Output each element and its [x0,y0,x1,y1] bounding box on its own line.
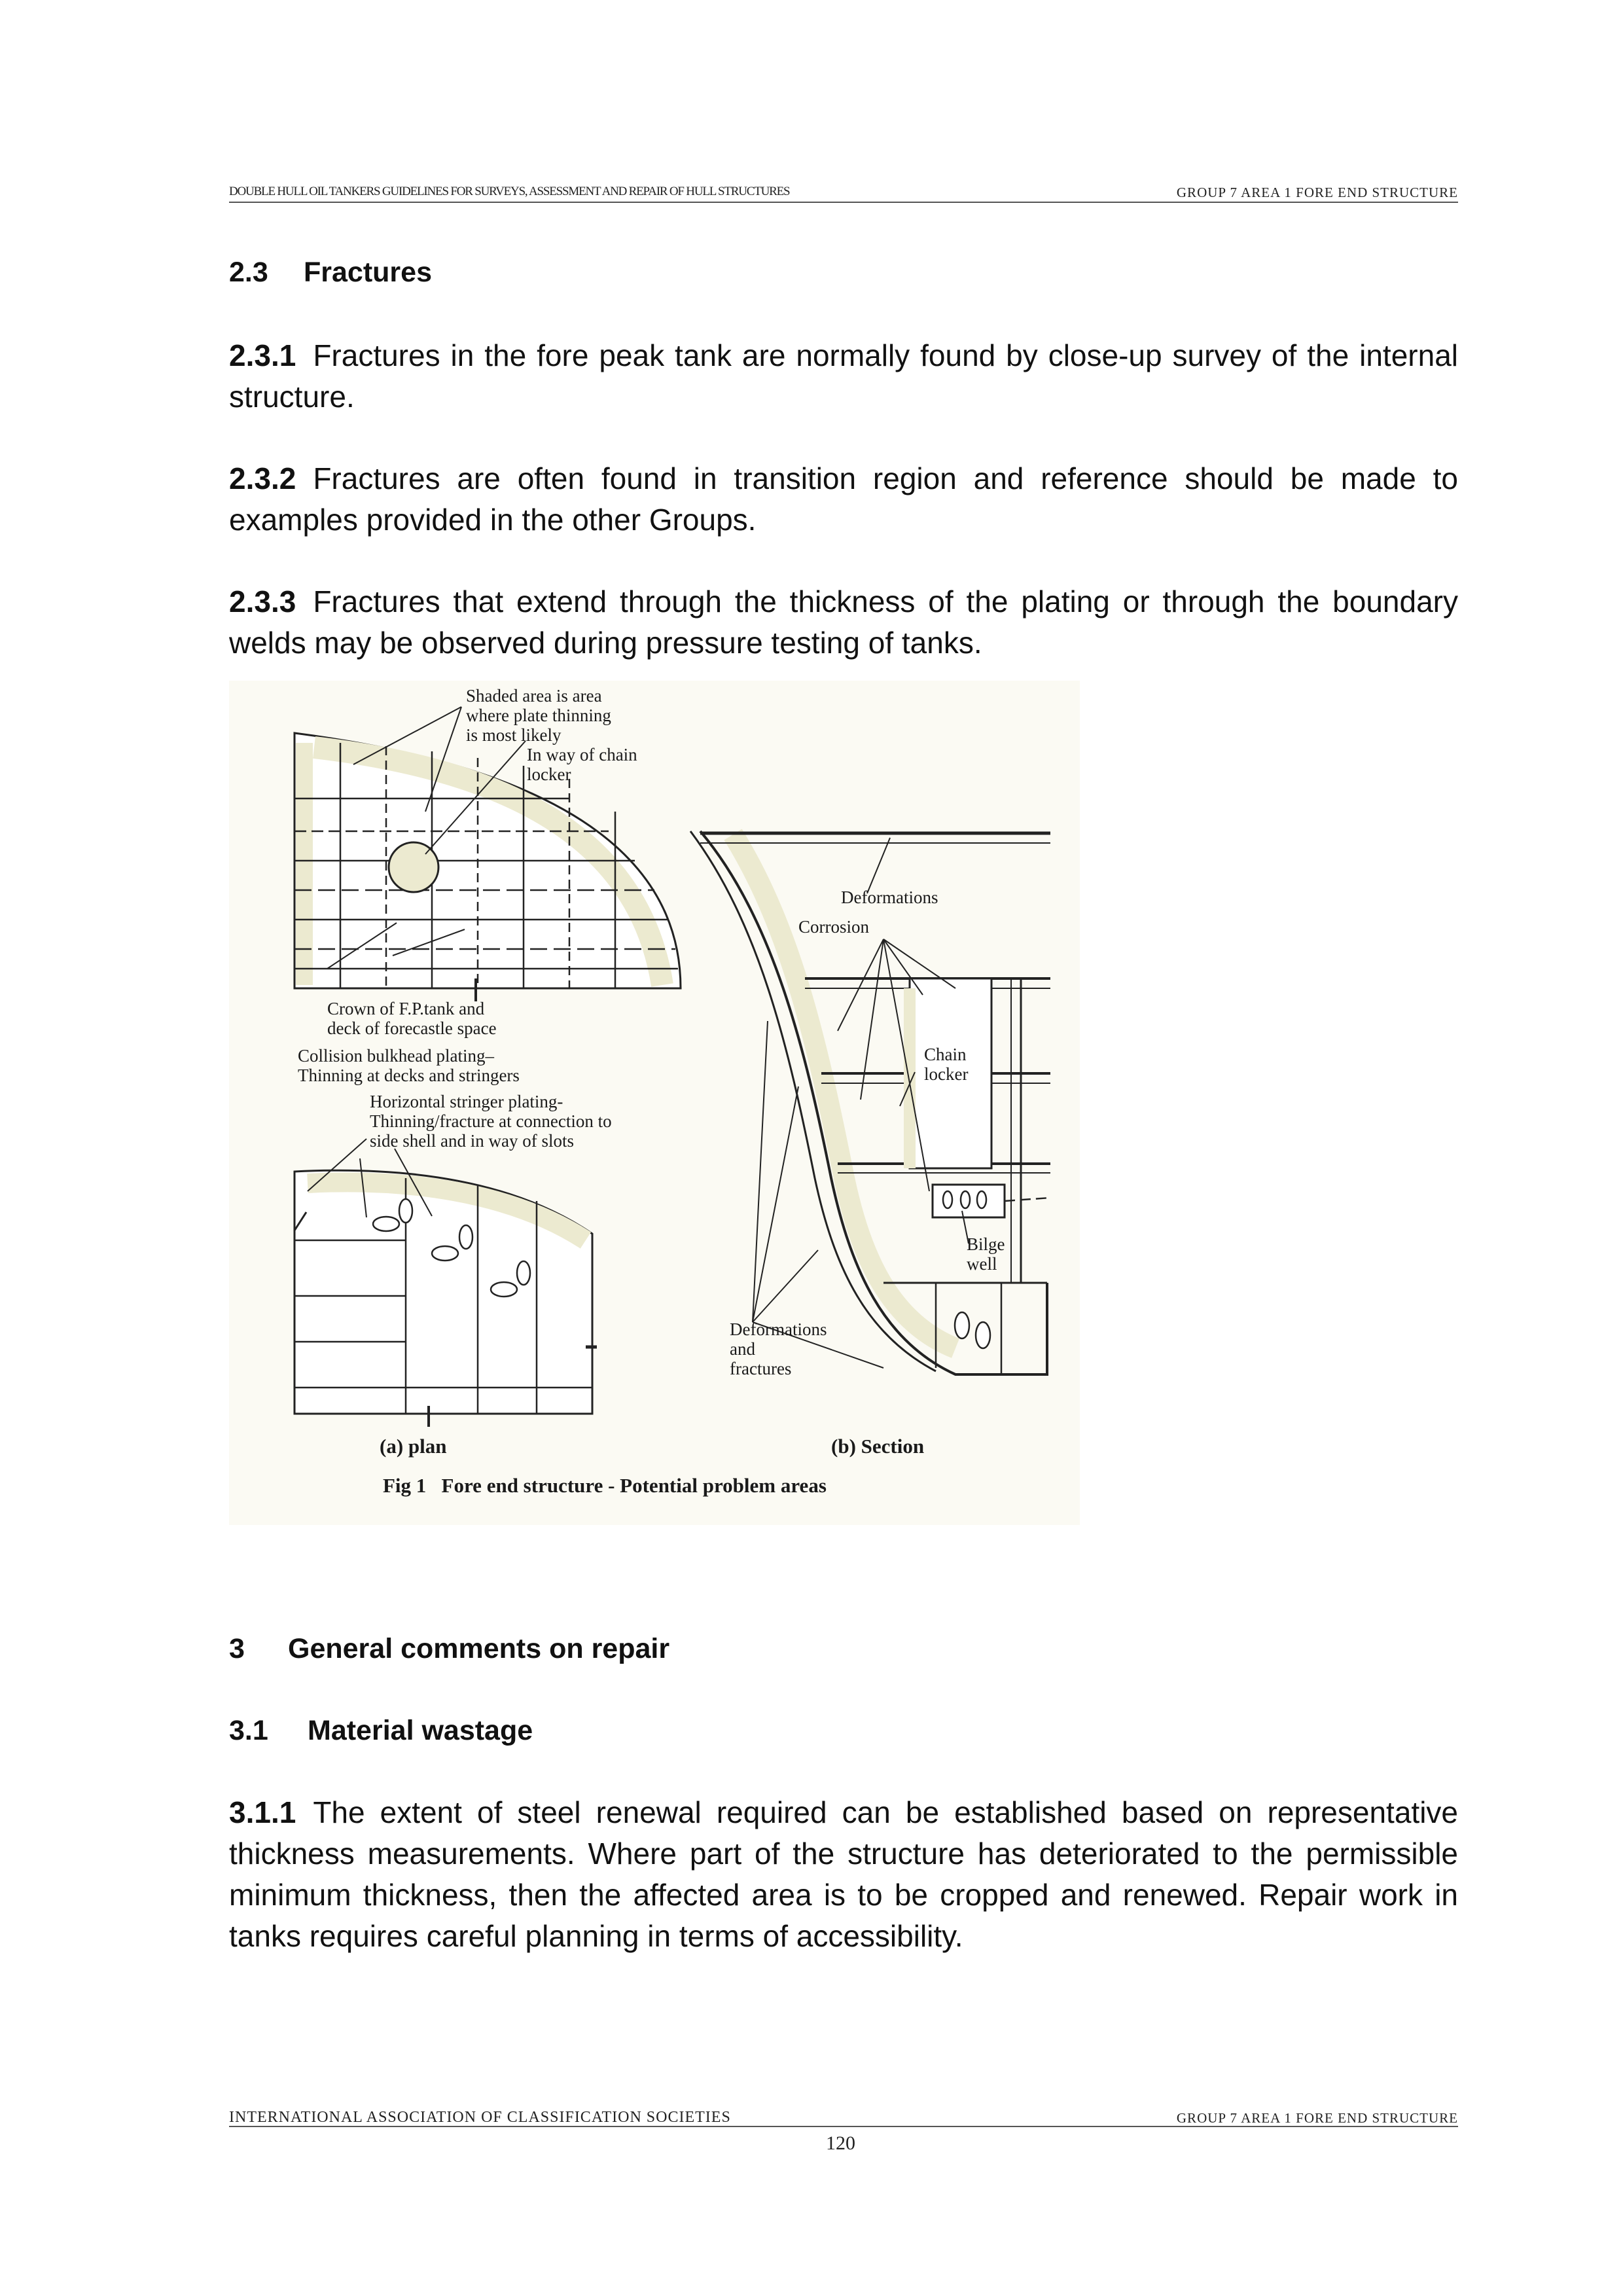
page-number: 120 [826,2132,855,2154]
label-chain-locker-section: Chain [924,1045,967,1064]
section-title: General comments on repair [288,1633,670,1664]
label-collision-bulkhead-2: Thinning at decks and stringers [298,1066,520,1085]
label-horizontal-stringer-2: Thinning/fracture at connection to [370,1111,612,1131]
paragraph-3-1-1 [229,1792,1458,1957]
paragraph-number: 2.3.3 [229,584,296,619]
running-header-title: DOUBLE HULL OIL TANKERS GUIDELINES FOR SURVEYS, ASSESSMENT AND REPAIR OF HULL STRUCTURES [229,185,790,198]
paragraph-text: The extent of steel renewal required can be established based on representative thickness measurements. Where part of the structure has deteriorated to the permissible minimum thickness, then the affected area is to be cropped and renewed. Repair work in tanks requires careful planning in terms of accessibility. [229,1795,1458,1953]
label-deformations-fractures: Deformations [730,1319,827,1339]
paragraph-2-3-1 [229,335,1458,418]
paragraph-number: 2.3.2 [229,461,296,495]
paragraph-2-3-3 [229,581,1458,664]
label-horizontal-stringer-3: side shell and in way of slots [370,1131,574,1151]
paragraph-text: Fractures are often found in transition region and reference should be made to examples provided in the other Groups. [229,461,1458,537]
paragraph-number: 3.1.1 [229,1795,296,1829]
label-shaded-area: Shaded area is area [466,686,602,706]
label-plan: (a) plan [380,1435,447,1458]
label-bilge-well: Bilge [967,1234,1005,1254]
label-horizontal-stringer: Horizontal stringer plating- [370,1092,563,1111]
header-rule [229,202,1458,203]
label-chain-locker-section-2: locker [924,1064,969,1084]
section-heading-2-3 [229,257,432,289]
label-bilge-well-2: well [967,1254,997,1274]
label-section: (b) Section [831,1435,925,1458]
label-crown: Crown of F.P.tank and [327,999,485,1018]
fore-end-structure-figure [229,681,1080,1525]
section-number: 3.1 [229,1715,268,1746]
label-shaded-area-3: is most likely [466,725,562,745]
label-chain-locker: In way of chain [527,745,637,764]
section-number: 2.3 [229,257,268,288]
label-corrosion: Corrosion [798,917,869,937]
footer-group: GROUP 7 AREA 1 FORE END STRUCTURE [1176,2110,1458,2126]
label-chain-locker-2: locker [527,764,571,784]
fore-end-structure-drawing [229,681,1080,1525]
section-number: 3 [229,1633,245,1664]
footer-organization: INTERNATIONAL ASSOCIATION OF CLASSIFICATION SOCIETIES [229,2109,731,2126]
label-deformations-fractures-2: and [730,1339,755,1359]
paragraph-text: Fractures in the fore peak tank are normally found by close-up survey of the internal structure. [229,338,1458,414]
running-header-group: GROUP 7 AREA 1 FORE END STRUCTURE [1176,185,1458,200]
label-deformations: Deformations [841,888,938,907]
section-heading-3-1 [229,1715,533,1747]
section-title: Fractures [304,257,432,288]
paragraph-number: 2.3.1 [229,338,296,372]
section-title: Material wastage [308,1715,533,1746]
label-deformations-fractures-3: fractures [730,1359,792,1378]
paragraph-text: Fractures that extend through the thickness of the plating or through the boundary welds may be observed during pressure testing of tanks. [229,584,1458,660]
section-heading-3 [229,1633,669,1665]
figure-caption: Fig 1 Fore end structure - Potential problem areas [383,1474,827,1497]
paragraph-2-3-2 [229,458,1458,541]
label-shaded-area-2: where plate thinning [466,706,611,725]
label-crown-2: deck of forecastle space [327,1018,497,1038]
label-collision-bulkhead: Collision bulkhead plating– [298,1046,494,1066]
